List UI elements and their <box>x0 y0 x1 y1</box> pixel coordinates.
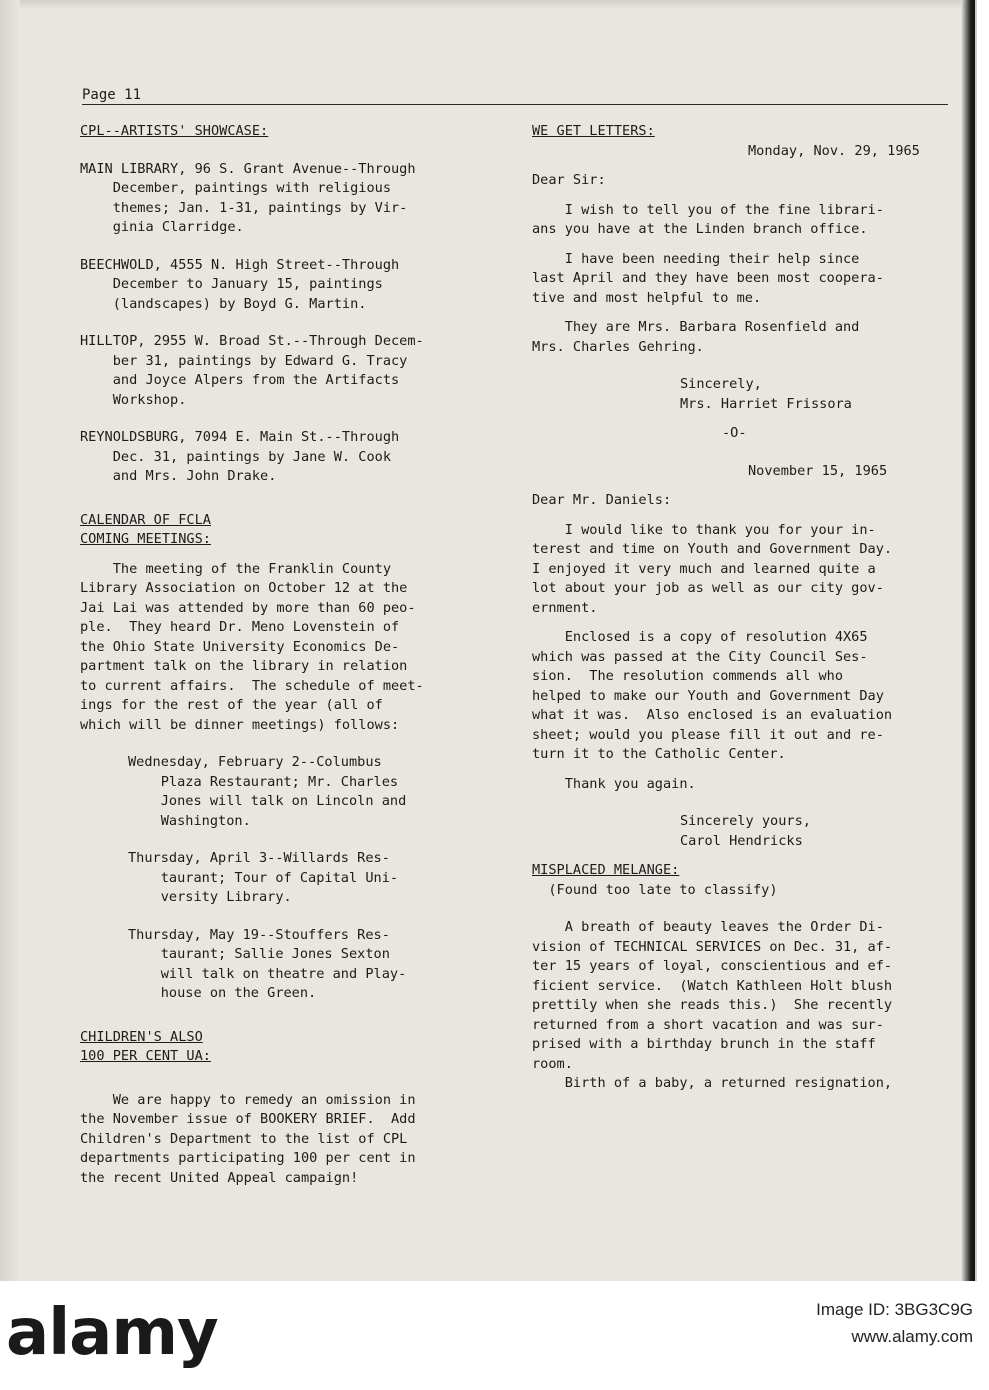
meeting-april: Thursday, April 3--Willards Res- taurant; Tour of Capital Uni- versity Library. <box>128 850 399 905</box>
calendar-heading-line1: CALENDAR OF FCLA <box>80 511 211 528</box>
showcase-heading: CPL--ARTISTS' SHOWCASE: <box>80 123 269 139</box>
letter1-paragraph-3: They are Mrs. Barbara Rosenfield and Mrs. Charles Gehring. <box>532 319 860 355</box>
left-column <box>80 122 500 1188</box>
page-top-edge <box>20 0 975 10</box>
melange-heading: MISPLACED MELANGE: <box>532 862 680 878</box>
showcase-entry-reynoldsburg: REYNOLDSBURG, 7094 E. Main St.--Through Dec. 31, paintings by Jane W. Cook and Mrs. John Drake. <box>80 429 400 484</box>
letter2-paragraph-1: I would like to thank you for your in- terest and time on Youth and Government Day. I enjoyed it very much and learned quite a lot about your job as well as our city gov- ernment. <box>532 521 893 616</box>
calendar-heading-line2: COMING MEETINGS: <box>80 531 211 547</box>
children-heading-line1: CHILDREN'S ALSO <box>80 1028 203 1045</box>
letter-separator: -O- <box>722 425 747 441</box>
letter1-date: Monday, Nov. 29, 1965 <box>748 142 920 159</box>
melange-subheading: (Found too late to classify) <box>532 881 778 898</box>
letter2-paragraph-3: Thank you again. <box>532 775 696 792</box>
alamy-logo: alamy <box>6 1296 218 1370</box>
letter2-paragraph-2: Enclosed is a copy of resolution 4X65 which was passed at the City Council Ses- sion. The resolution commends all who helped to make our Youth and Government Day what it was. Also enclosed is an evaluation sheet; would you please fill it out and re- turn it to the Catholic Center. <box>532 629 893 762</box>
letter1-closing: Sincerely, <box>680 376 762 392</box>
children-body: We are happy to remedy an omission in the November issue of BOOKERY BRIEF. Add Children's Department to the list of CPL departments participating 100 per cent in the recent United Appeal campaign! <box>80 1091 416 1186</box>
letter1-paragraph-2: I have been needing their help since last April and they have been most coopera- tive and most helpful to me. <box>532 250 884 306</box>
letter1-signature: Mrs. Harriet Frissora <box>680 395 852 412</box>
letters-heading: WE GET LETTERS: <box>532 123 655 139</box>
letter2-closing: Sincerely yours, <box>680 813 811 829</box>
letter2-salutation: Dear Mr. Daniels: <box>532 492 672 508</box>
page-number: Page 11 <box>82 87 142 103</box>
showcase-entry-main: MAIN LIBRARY, 96 S. Grant Avenue--Through December, paintings with religious themes; Jan. 1-31, paintings by Vir- ginia Clarridge. <box>80 160 416 235</box>
header-rule <box>82 104 948 105</box>
letter2-signature: Carol Hendricks <box>680 832 803 849</box>
watermark-site: www.alamy.com <box>851 1327 973 1346</box>
meeting-may: Thursday, May 19--Stouffers Res- taurant; Sallie Jones Sexton will talk on theatre and Play- house on the Green. <box>128 926 407 1001</box>
showcase-entry-beechwold: BEECHWOLD, 4555 N. High Street--Through December to January 15, paintings (landscapes) by Boyd G. Martin. <box>80 256 400 312</box>
meeting-february: Wednesday, February 2--Columbus Plaza Restaurant; Mr. Charles Jones will talk on Lincoln and Washington. <box>128 754 407 829</box>
letter1-salutation: Dear Sir: <box>532 172 606 188</box>
melange-paragraph-2: Birth of a baby, a returned resignation, <box>532 1075 893 1091</box>
letter1-paragraph-1: I wish to tell you of the fine librari- ans you have at the Linden branch office. <box>532 201 884 237</box>
binding-spine <box>0 0 20 1281</box>
children-heading-line2: 100 PER CENT UA: <box>80 1048 211 1064</box>
watermark-info <box>816 1296 973 1350</box>
image-id-label: Image ID: 3BG3C9G <box>816 1300 973 1319</box>
letter2-date: November 15, 1965 <box>748 462 888 479</box>
right-column <box>532 122 972 1094</box>
melange-paragraph-1: A breath of beauty leaves the Order Di- vision of TECHNICAL SERVICES on Dec. 31, af- ter 15 years of loyal, conscientious and ef- ficient service. (Watch Kathleen Holt blush prettily when she reads this.) She recently returned from a short vacation and was sur- prised with a birthday brunch in the staff room. <box>532 919 893 1072</box>
showcase-entry-hilltop: HILLTOP, 2955 W. Broad St.--Through Decem- ber 31, paintings by Edward G. Tracy and Joyce Alpers from the Artifacts Workshop. <box>80 333 424 408</box>
calendar-body: The meeting of the Franklin County Library Association on October 12 at the Jai Lai was attended by more than 60 peo- ple. They heard Dr. Meno Lovenstein of the Ohio State University Economics De- partment talk on the library in relation to current affairs. The schedule of meet- ings for the rest of the year (all of which will be dinner meetings) follows: <box>80 560 424 733</box>
